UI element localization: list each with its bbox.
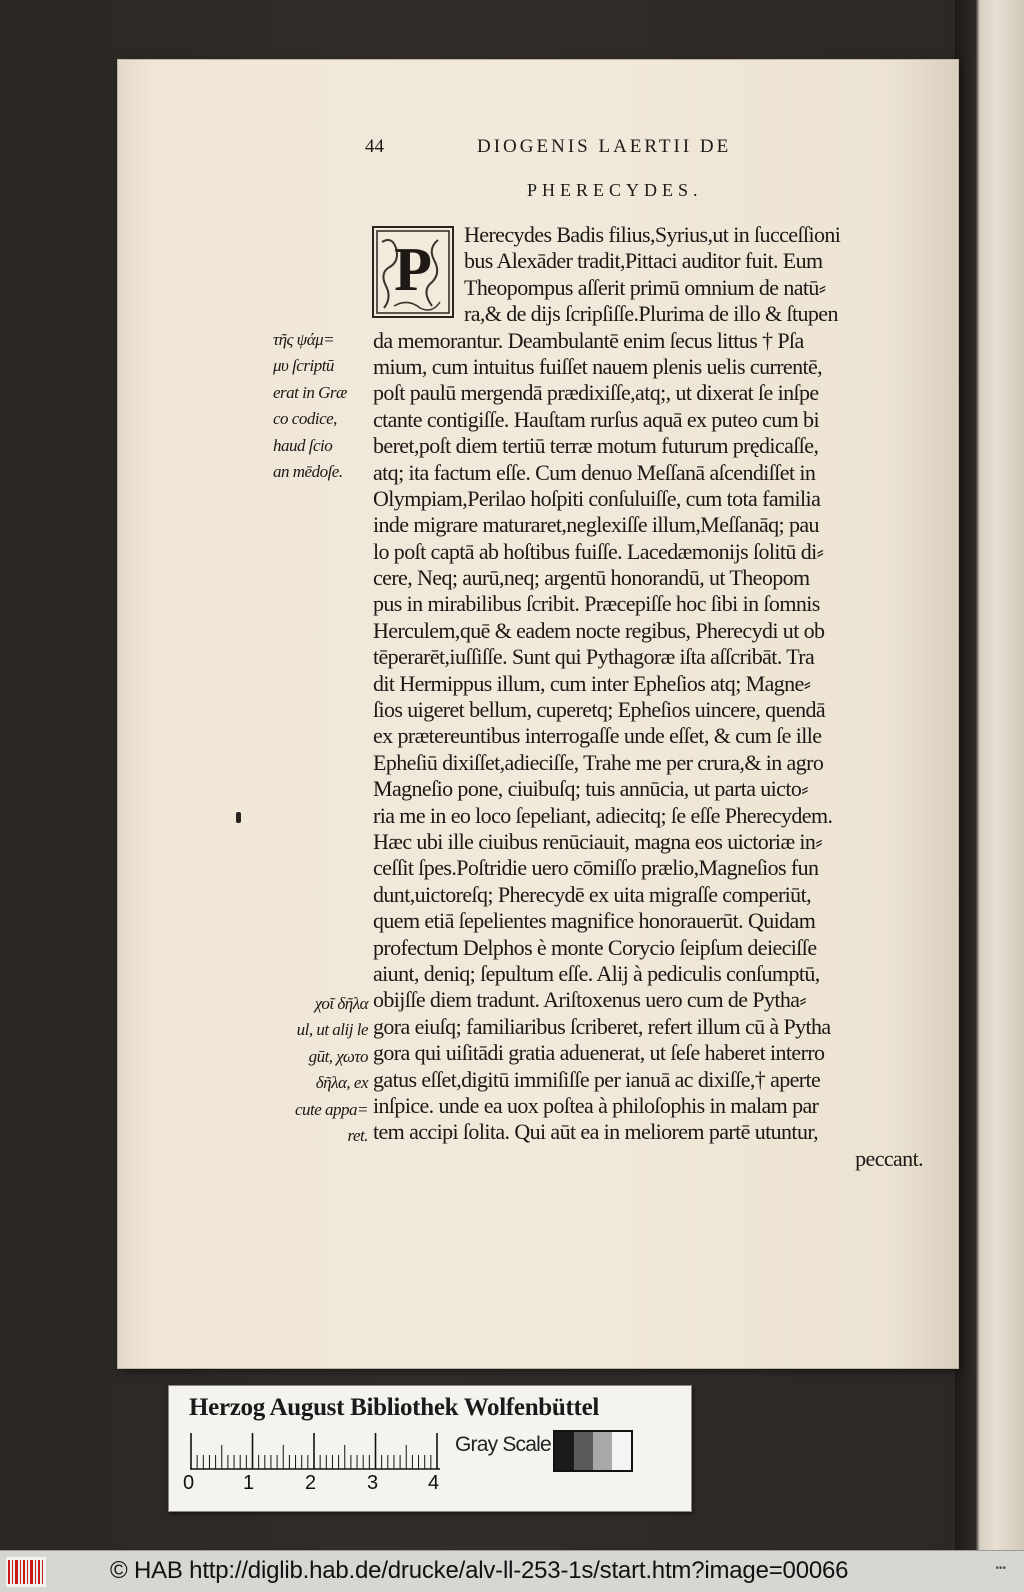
margin-note-line: τῆς ψάμ=: [273, 330, 335, 349]
margin-note-line: cute appa=: [294, 1099, 368, 1119]
text-line: dit Hermippus illum, cum inter Epheſios atq; Magne⸗: [373, 670, 811, 696]
text-line: ctante contigiſſe. Hauſtam rurſus aquā ex puteo cum bi: [373, 406, 819, 432]
text-line: atq; ita factum eſſe. Cum denuo Meſſanā aſcendiſſet in: [373, 459, 816, 485]
text-line: Olympiam,Perilao hoſpiti conſuluiſſe, cum tota familia: [373, 485, 821, 511]
text-line: ra,& de dijs ſcripſiſſe.Plurima de illo & ſtupen: [464, 301, 838, 327]
text-line: dunt,uictoreſq; Pherecydē ex uita migraſſe comperiūt,: [373, 881, 811, 907]
main-text: [373, 222, 933, 1172]
gray-swatch-cell: [555, 1432, 574, 1470]
ruler-label: 0: [183, 1472, 195, 1494]
ruler: [190, 1432, 440, 1470]
margin-note-line: erat in Græ: [273, 382, 347, 402]
text-line: Epheſiū dixiſſet,adieciſſe, Trahe me per crura,& in agro: [373, 749, 824, 775]
more-dots-icon[interactable]: •••: [995, 1563, 1006, 1574]
margin-note-line: μυ ſcriptū: [273, 356, 334, 376]
margin-note-line: ul, ut alij le: [296, 1020, 368, 1040]
text-line: inde migrare maturaret,neglexiſſe illum,Meſſanāq; pau: [373, 512, 819, 538]
initial-letter: P: [394, 236, 432, 304]
ruler-label: 2: [305, 1472, 317, 1494]
text-line: Magneſio pone, ciuibuſq; tuis annūcia, ut parta uicto⸗: [373, 776, 808, 802]
text-line: tēperarēt,iuſſiſſe. Sunt qui Pythagoræ iſta aſſcribāt. Tra: [373, 644, 815, 670]
text-line: mium, cum intuitus fuiſſet nauem plenis uelis currentē,: [373, 353, 823, 379]
text-line: gatus eſſet,digitū immiſiſſe per ianuā ac dixiſſe,† aperte: [373, 1066, 821, 1092]
text-line: pus in mirabilibus ſcribit. Præcepiſſe hoc ſibi in ſomnis: [373, 591, 820, 617]
text-line: ſios uigeret bellum, cuperetq; Epheſios uincere, quendā: [373, 697, 826, 723]
text-line: aiunt, deniq; ſepultum eſſe. Alij à pediculis conſumptū,: [373, 960, 820, 986]
text-line: Herecydes Badis filius,Syrius,ut in ſucceſſioni: [464, 222, 841, 247]
text-line: ex prætereuntibus interrogaſſe unde eſſet, & cum ſe ille: [373, 723, 822, 749]
copyright-url[interactable]: © HAB http://diglib.hab.de/drucke/alv-ll-253-1s/start.htm?image=00066: [110, 1557, 849, 1584]
gray-swatch-cell: [574, 1432, 593, 1470]
gray-scale-label: Gray Scale: [455, 1433, 551, 1456]
text-line: gora eiuſq; familiaribus ſcriberet, refert illum cū à Pytha: [373, 1013, 831, 1039]
running-head: [365, 132, 835, 164]
text-line: beret,poſt diem tertiū terræ motum futurum prędicaſſe,: [373, 433, 819, 459]
margin-note-line: haud ſcio: [273, 435, 333, 455]
barcode-icon: [6, 1557, 46, 1587]
text-line: Theopompus aſſerit primū omnium de natū⸗: [464, 274, 826, 300]
calibration-card: [168, 1385, 692, 1512]
gray-swatch-cell: [593, 1432, 612, 1470]
text-line: cere, Neq; aurū,neq; argentū honorandū, ut Theopom: [373, 565, 810, 591]
text-line: obijſſe diem tradunt. Ariſtoxenus uero cum de Pytha⸗: [373, 987, 807, 1013]
text-line: bus Alexāder tradit,Pittaci auditor fuit. Eum: [464, 248, 823, 274]
ruler-label: 3: [367, 1472, 379, 1494]
margin-note-line: co codice,: [273, 409, 337, 429]
margin-note-line: an mēdoſe.: [273, 461, 343, 481]
text-line: ria me in eo loco ſepeliant, adiecitq; ſe eſſe Pherecydem.: [373, 802, 833, 828]
page-number: 44: [365, 136, 384, 157]
gray-scale-swatch: [553, 1430, 633, 1472]
ruler-label: 1: [243, 1472, 255, 1494]
text-line: poſt paulū mergendā prædixiſſe,atq;, ut dixerat ſe inſpe: [373, 380, 819, 406]
text-line: tem accipi ſolita. Qui aūt ea in meliorem partē utuntur,: [373, 1119, 819, 1145]
text-line: Hæc ubi ille ciuibus renūciauit, magna eos uictoriæ in⸗: [373, 828, 823, 854]
margin-note-line: χοῖ δῆλα: [314, 994, 368, 1013]
margin-note-line: ret.: [347, 1125, 368, 1145]
ink-mark: [236, 812, 241, 823]
facing-page-edge: [955, 0, 1024, 1550]
text-line: profectum Delphos è monte Corycio ſeipſum deieciſſe: [373, 934, 817, 960]
text-line: lo poſt captā ab hoſtibus fuiſſe. Lacedæmonijs ſolitū di⸗: [373, 538, 824, 564]
text-line: da memorantur. Deambulantē enim ſecus littus † Pſa: [373, 327, 804, 353]
margin-note-line: δῆλα, ex: [315, 1073, 368, 1093]
institution-name: Herzog August Bibliothek Wolfenbüttel: [189, 1394, 600, 1421]
text-line: peccant.: [855, 1145, 923, 1171]
text-line: quem etiā ſepelientes magnifice honorauerūt. Quidam: [373, 908, 816, 934]
ruler-labels: [183, 1472, 443, 1498]
running-title: DIOGENIS LAERTII DE: [477, 136, 732, 157]
ruler-label: 4: [428, 1472, 440, 1494]
gray-swatch-cell: [612, 1432, 631, 1470]
margin-note-2: [282, 991, 368, 1149]
margin-note-line: gūt, χωτο: [308, 1046, 368, 1066]
section-title: PHERECYDES.: [527, 180, 703, 200]
text-line: Herculem,quē & eadem nocte regibus, Pherecydi ut ob: [373, 617, 825, 643]
text-line: ceſſit ſpes.Poſtridie uero cōmiſſo prælio,Magneſios fun: [373, 855, 819, 881]
text-line: inſpice. unde ea uox poſtea à philoſophis in malam par: [373, 1092, 819, 1118]
viewer-footer: [0, 1550, 1024, 1592]
margin-note-1: [273, 327, 375, 485]
text-line: gora qui uiſitādi gratia aduenerat, ut ſeſe haberet interro: [373, 1040, 825, 1066]
